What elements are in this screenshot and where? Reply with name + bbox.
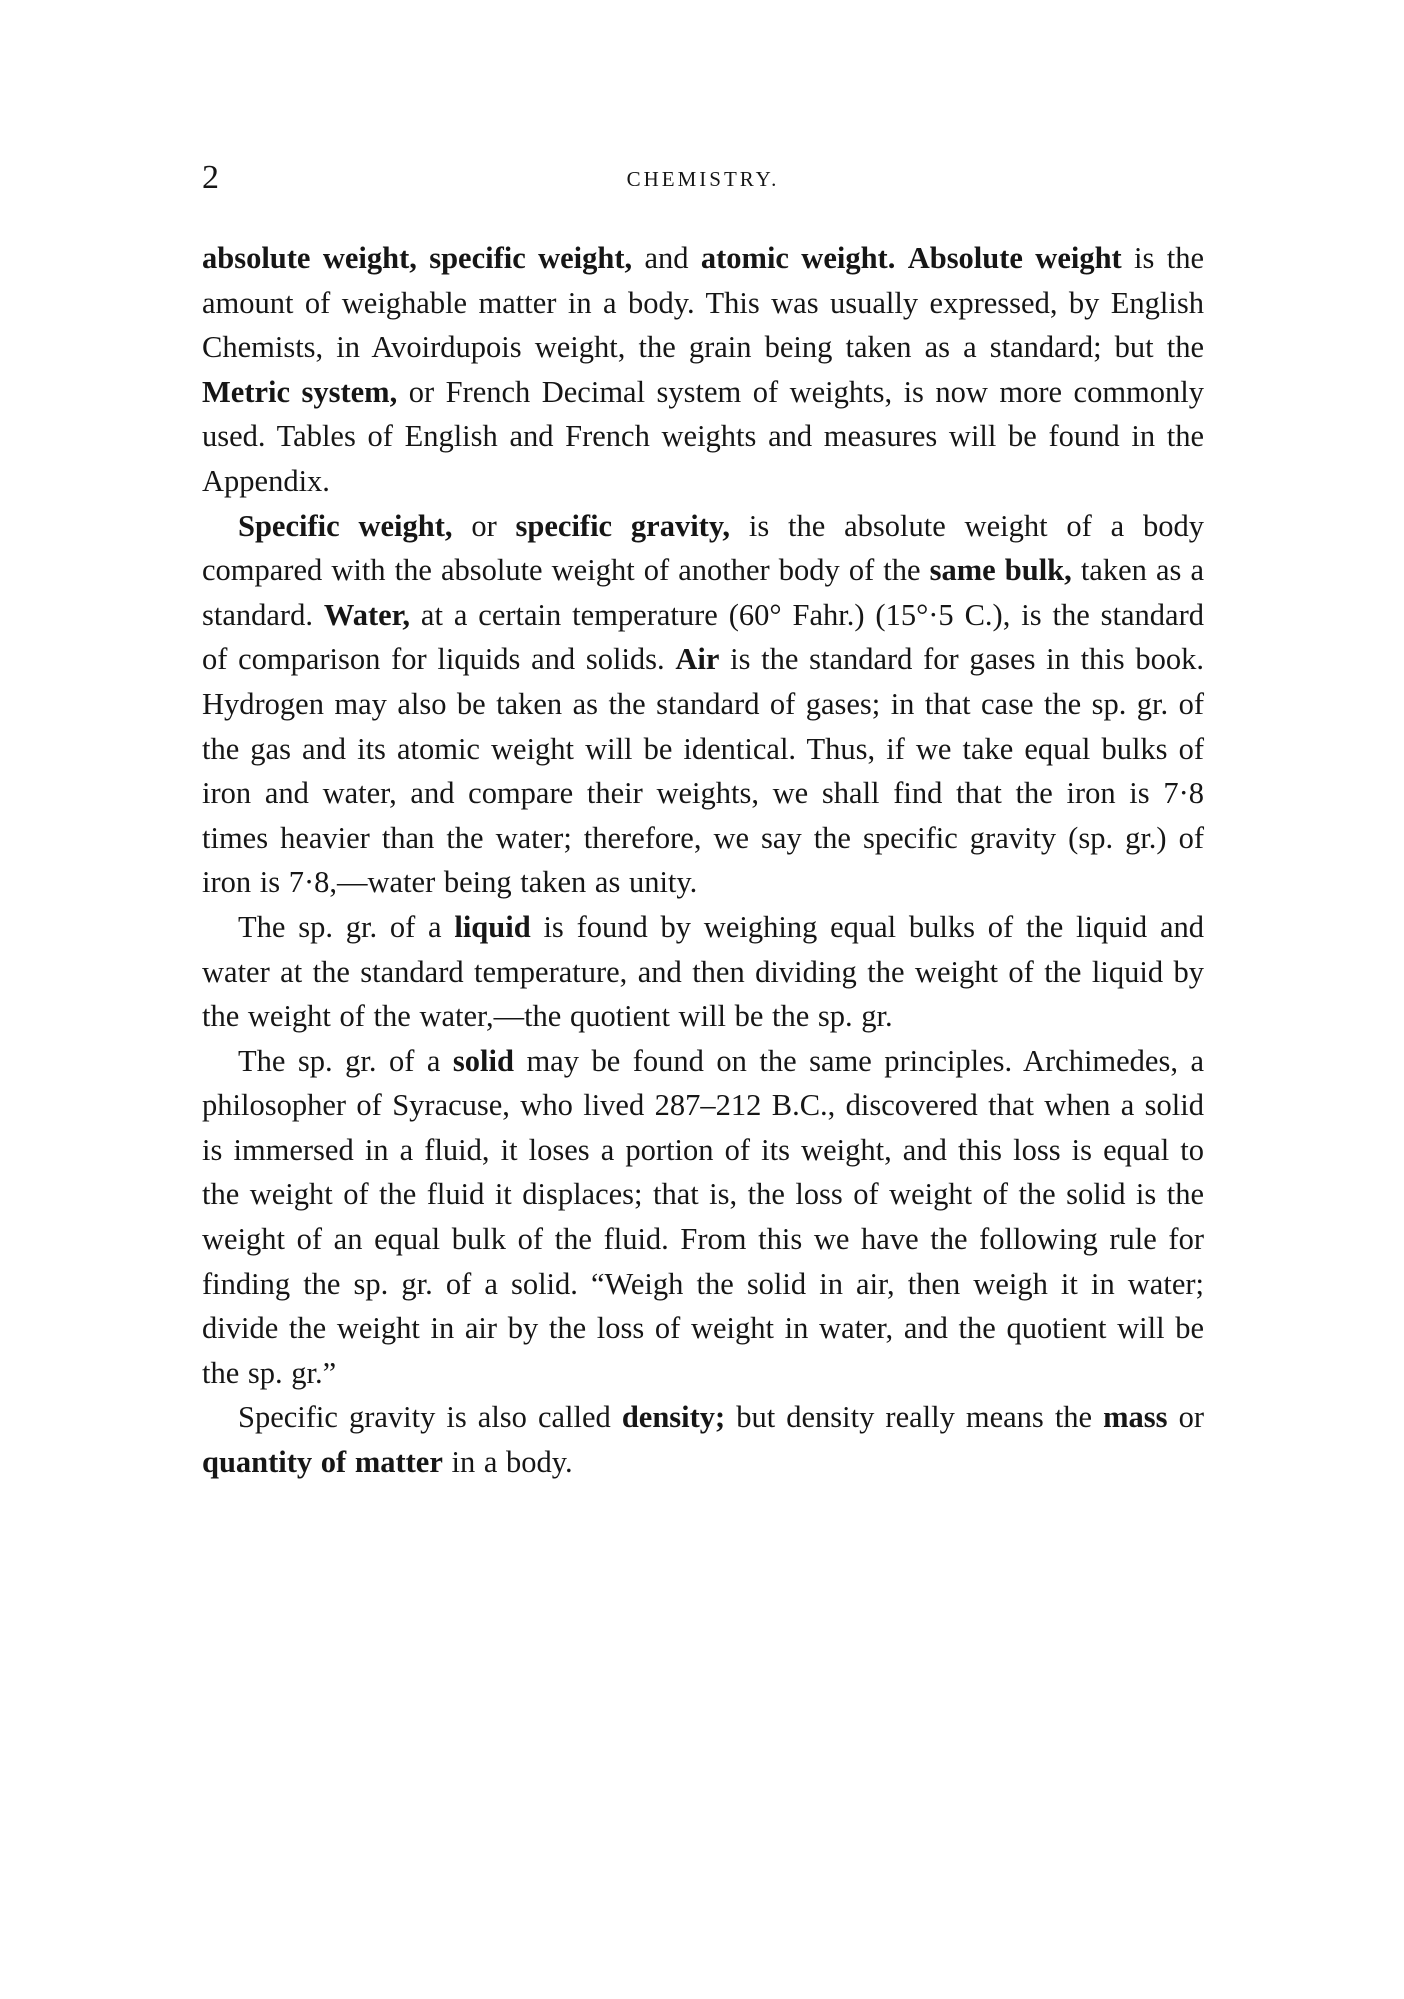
text-run: is the standard for gases in this book. Hydrogen may also be taken as the standard of gases; in that case the sp. gr. of the gas and its atomic weight will be identical. Thus, if we take equal bulks of iron and water, and compare their weights, we shall find that the iron is 7·8 times heavier than the water; therefore, we say the specific gravity (sp. gr.) of iron is 7·8,—water being taken as unity. [202, 642, 1204, 900]
running-head [202, 158, 1204, 208]
bold-term: atomic weight. [700, 241, 896, 275]
bold-term: same bulk, [929, 553, 1072, 588]
paragraph [202, 504, 1204, 905]
bold-term: mass [1103, 1400, 1168, 1435]
bold-term: quantity of matter [202, 1445, 443, 1480]
paragraph [202, 1039, 1204, 1396]
bold-term: absolute weight, specific weight, [202, 241, 633, 275]
paragraph [202, 236, 1204, 504]
text-run: taken as a standard. [202, 553, 1204, 632]
text-run: is the amount of weighable matter in a body. This was usually expressed, by English Chemists, in Avoirdupois weight, the grain being taken as a standard; but the [202, 241, 1205, 365]
bold-term: Metric system, [202, 374, 398, 409]
text-run: is found by weighing equal bulks of the liquid and water at the standard temperature, and then dividing the weight of the liquid by the weight of the water,—the quotient will be the sp. gr. [202, 909, 1204, 1034]
body-text [202, 236, 1204, 1485]
text-run: and [632, 241, 701, 275]
text-run: is the absolute weight of a body compared with the absolute weight of another body of the [202, 508, 1204, 588]
text-run: The sp. gr. of a [238, 1043, 453, 1078]
bold-term: specific gravity, [515, 508, 731, 543]
bold-term: solid [452, 1043, 514, 1078]
text-run [895, 241, 907, 275]
bold-term: Water, [323, 597, 410, 632]
text-run: in a body. [442, 1445, 573, 1480]
text-run: Specific gravity is also called [238, 1400, 622, 1435]
text-run: or [1167, 1400, 1204, 1435]
text-run: at a certain temperature (60° Fahr.) (15°·5 C.), is the standard of comparison for liquids and solids. [202, 597, 1205, 677]
page-number: 2 [202, 159, 219, 196]
text-run: may be found on the same principles. Archimedes, a philosopher of Syracuse, who lived 287–212 B.C., discovered that when a solid is immersed in a fluid, it loses a portion of its weight, and this loss is equal to the weight of the fluid it displaces; that is, the loss of weight of the solid is the weight of an equal bulk of the fluid. From this we have the following rule for finding the sp. gr. of a solid. “Weigh the solid in air, then weigh it in water; divide the weight in air by the loss of weight in water, and the quotient will be the sp. gr.” [202, 1043, 1204, 1390]
paragraph [202, 905, 1204, 1039]
bold-term: density; [621, 1400, 726, 1435]
bold-term: Air [675, 642, 720, 677]
bold-term: Specific weight, [238, 508, 453, 543]
text-run: or [452, 508, 516, 543]
paragraph [202, 1395, 1204, 1484]
bold-term: Absolute weight [907, 241, 1122, 275]
running-title: CHEMISTRY. [626, 167, 780, 191]
text-run: or French Decimal system of weights, is now more commonly used. Tables of English and French weights and measures will be found in the Appendix. [202, 374, 1204, 498]
bold-term: liquid [454, 909, 531, 944]
text-run: but density really means the [725, 1400, 1104, 1435]
text-run: The sp. gr. of a [238, 909, 455, 944]
